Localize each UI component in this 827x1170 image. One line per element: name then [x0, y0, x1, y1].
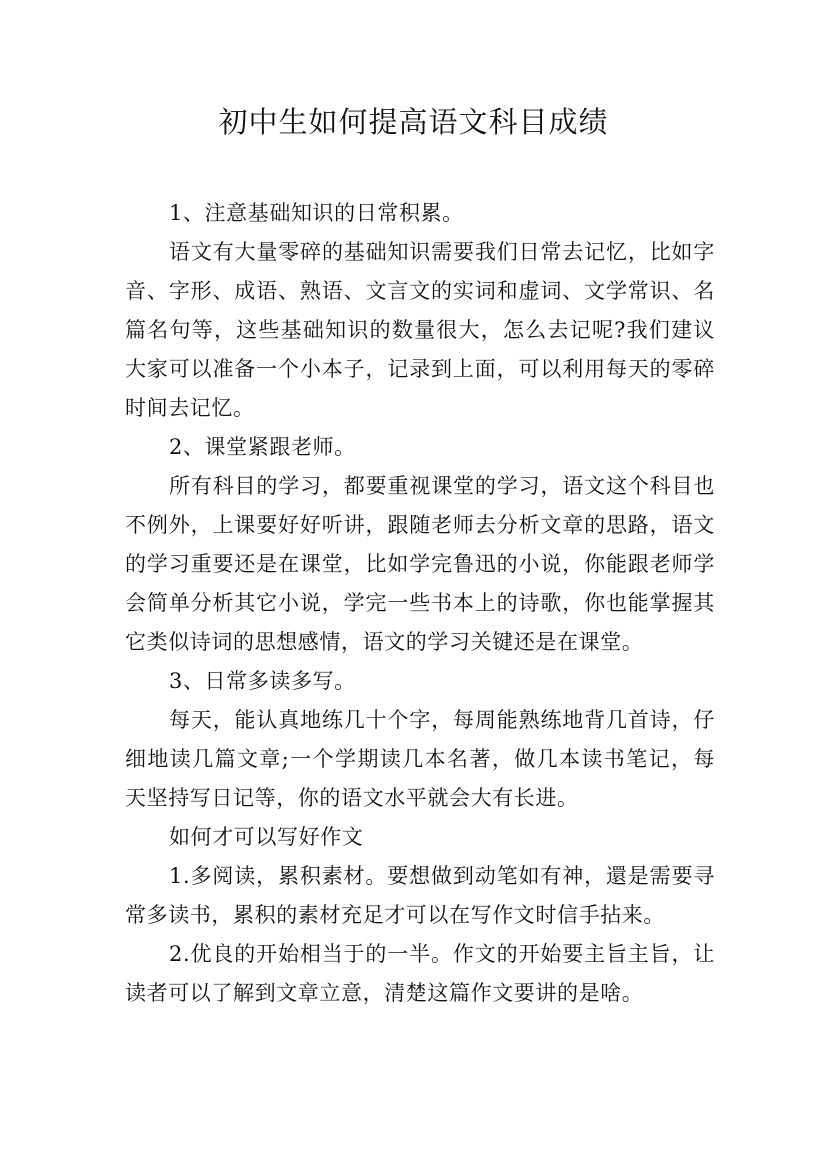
document-title: 初中生如何提高语文科目成绩 [218, 105, 609, 139]
section-heading-writing: 如何才可以写好作文 [169, 825, 364, 849]
paragraph-point-1: 语文有大量零碎的基础知识需要我们日常去记忆，比如字音、字形、成语、熟语、文言文的实词和虚词、文学常识、名篇名句等，这些基础知识的数量很大，怎么去记呢?我们建议大家可以准备一个小本子，记录到上面，可以利用每天的零碎时间去记忆。 [125, 240, 715, 420]
heading-point-1: 1、注意基础知识的日常积累。 [169, 201, 464, 225]
writing-tip-2: 2.优良的开始相当于的一半。作文的开始要主旨主旨，让读者可以了解到文章立意，清楚这篇作文要讲的是啥。 [125, 942, 715, 1005]
heading-point-3: 3、日常多读多写。 [169, 669, 356, 693]
heading-point-2: 2、课堂紧跟老师。 [169, 435, 356, 459]
paragraph-point-3: 每天，能认真地练几十个字，每周能熟练地背几首诗，仔细地读几篇文章;一个学期读几本名著，做几本读书笔记，每天坚持写日记等，你的语文水平就会大有长进。 [125, 708, 715, 810]
writing-tip-1: 1.多阅读，累积素材。要想做到动笔如有神，還是需要寻常多读书，累积的素材充足才可以在写作文时信手拈来。 [125, 864, 715, 927]
paragraph-point-2: 所有科目的学习，都要重视课堂的学习，语文这个科目也不例外，上课要好好听讲，跟随老师去分析文章的思路，语文的学习重要还是在课堂，比如学完鲁迅的小说，你能跟老师学会简单分析其它小说，学完一些书本上的诗歌，你也能掌握其它类似诗词的思想感情，语文的学习关键还是在课堂。 [125, 474, 715, 654]
document-body [125, 194, 715, 1013]
